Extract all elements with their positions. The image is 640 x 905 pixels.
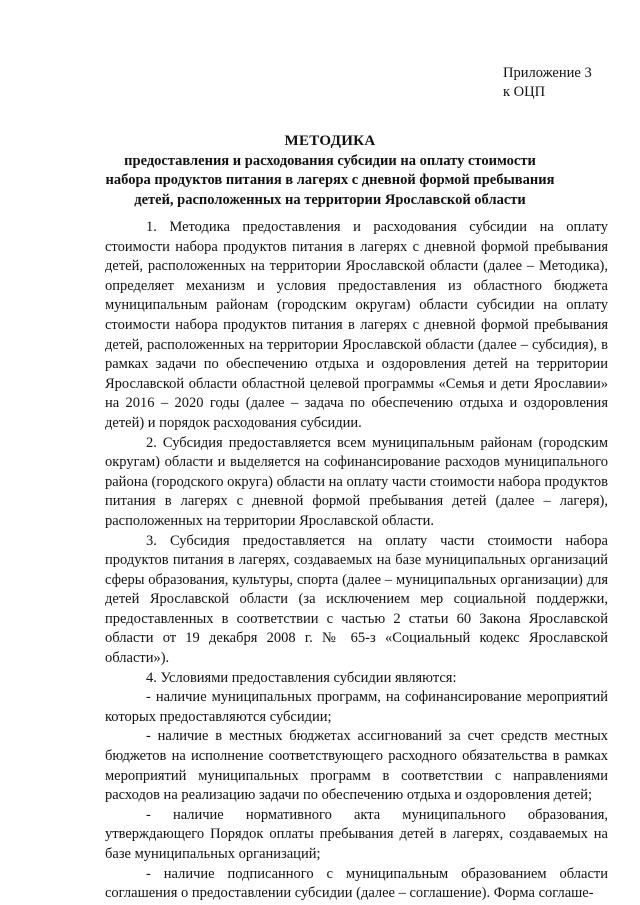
title-line-1: предоставления и расходования субсидии на оплату стоимости	[124, 152, 536, 169]
title-line-2: набора продуктов питания в лагерях с дневной формой пребывания	[105, 172, 555, 188]
condition-item-2: - наличие в местных бюджетах ассигнований за счет средств местных бюджетов на исполнение соответствующего расходного обязательства в рамках мероприятий муниципальных программ в соответствии с направлениями расходов на реализацию задачи по обеспечению отдыха и оздоровления детей;	[105, 728, 608, 804]
paragraph-4: 4. Условиями предоставления субсидии являются:	[146, 669, 457, 686]
paragraph-3: 3. Субсидия предоставляется на оплату части стоимости набора продуктов питания в лагерях, создаваемых на базе муниципальных организаций сферы образования, культуры, спорта (далее – муниципальных организации) для детей Ярославской области (за исключением мер социальной поддержки, предоставленных в соответствии с частью 2 статьи 60 Закона Ярославской области от 19 декабря 2008 г. № 65-з «Социальный кодекс Ярославской области»).	[105, 532, 608, 667]
condition-item-4: - наличие подписанного с муниципальным образованием области соглашения о предоставлении субсидии (далее – соглашение). Форма соглаше-	[105, 865, 608, 902]
document-title	[100, 132, 560, 210]
appendix-reference	[503, 64, 592, 102]
appendix-program: к ОЦП	[503, 84, 546, 100]
title-line-3: детей, расположенных на территории Ярославской области	[134, 191, 526, 208]
title-main: МЕТОДИКА	[284, 133, 376, 149]
document-body	[105, 218, 608, 904]
paragraph-1: 1. Методика предоставления и расходования субсидии на оплату стоимости набора продуктов питания в лагерях с дневной формой пребывания детей, расположенных на территории Ярославской области (далее – Методика), определяет механизм и условия предоставления из областного бюджета муниципальным районам (городским округам) области субсидии на оплату стоимости набора продуктов питания в лагерях с дневной формой пребывания детей, расположенных на территории Ярославской области (далее – субсидия), в рамках задачи по обеспечению отдыха и оздоровления детей на территории Ярославской области областной целевой программы «Семья и дети Ярославии» на 2016 – 2020 годы (далее – задача по обеспечению отдыха и оздоровления детей) и порядок расходования субсидии.	[105, 219, 608, 431]
condition-item-3: - наличие нормативного акта муниципального образования, утверждающего Порядок оплаты пребывания детей в лагерях, создаваемых на базе муниципальных организаций;	[105, 806, 608, 862]
paragraph-2: 2. Субсидия предоставляется всем муниципальным районам (городским округам) области и выделяется на софинансирование расходов муниципального района (городского округа) области на оплату части стоимости набора продуктов питания в лагерях с дневной формой пребывания детей (далее – лагеря), расположенных на территории Ярославской области.	[105, 434, 608, 529]
appendix-number: Приложение 3	[503, 65, 592, 81]
condition-item-1: - наличие муниципальных программ, на софинансирование мероприятий которых предоставляются субсидии;	[105, 689, 608, 725]
